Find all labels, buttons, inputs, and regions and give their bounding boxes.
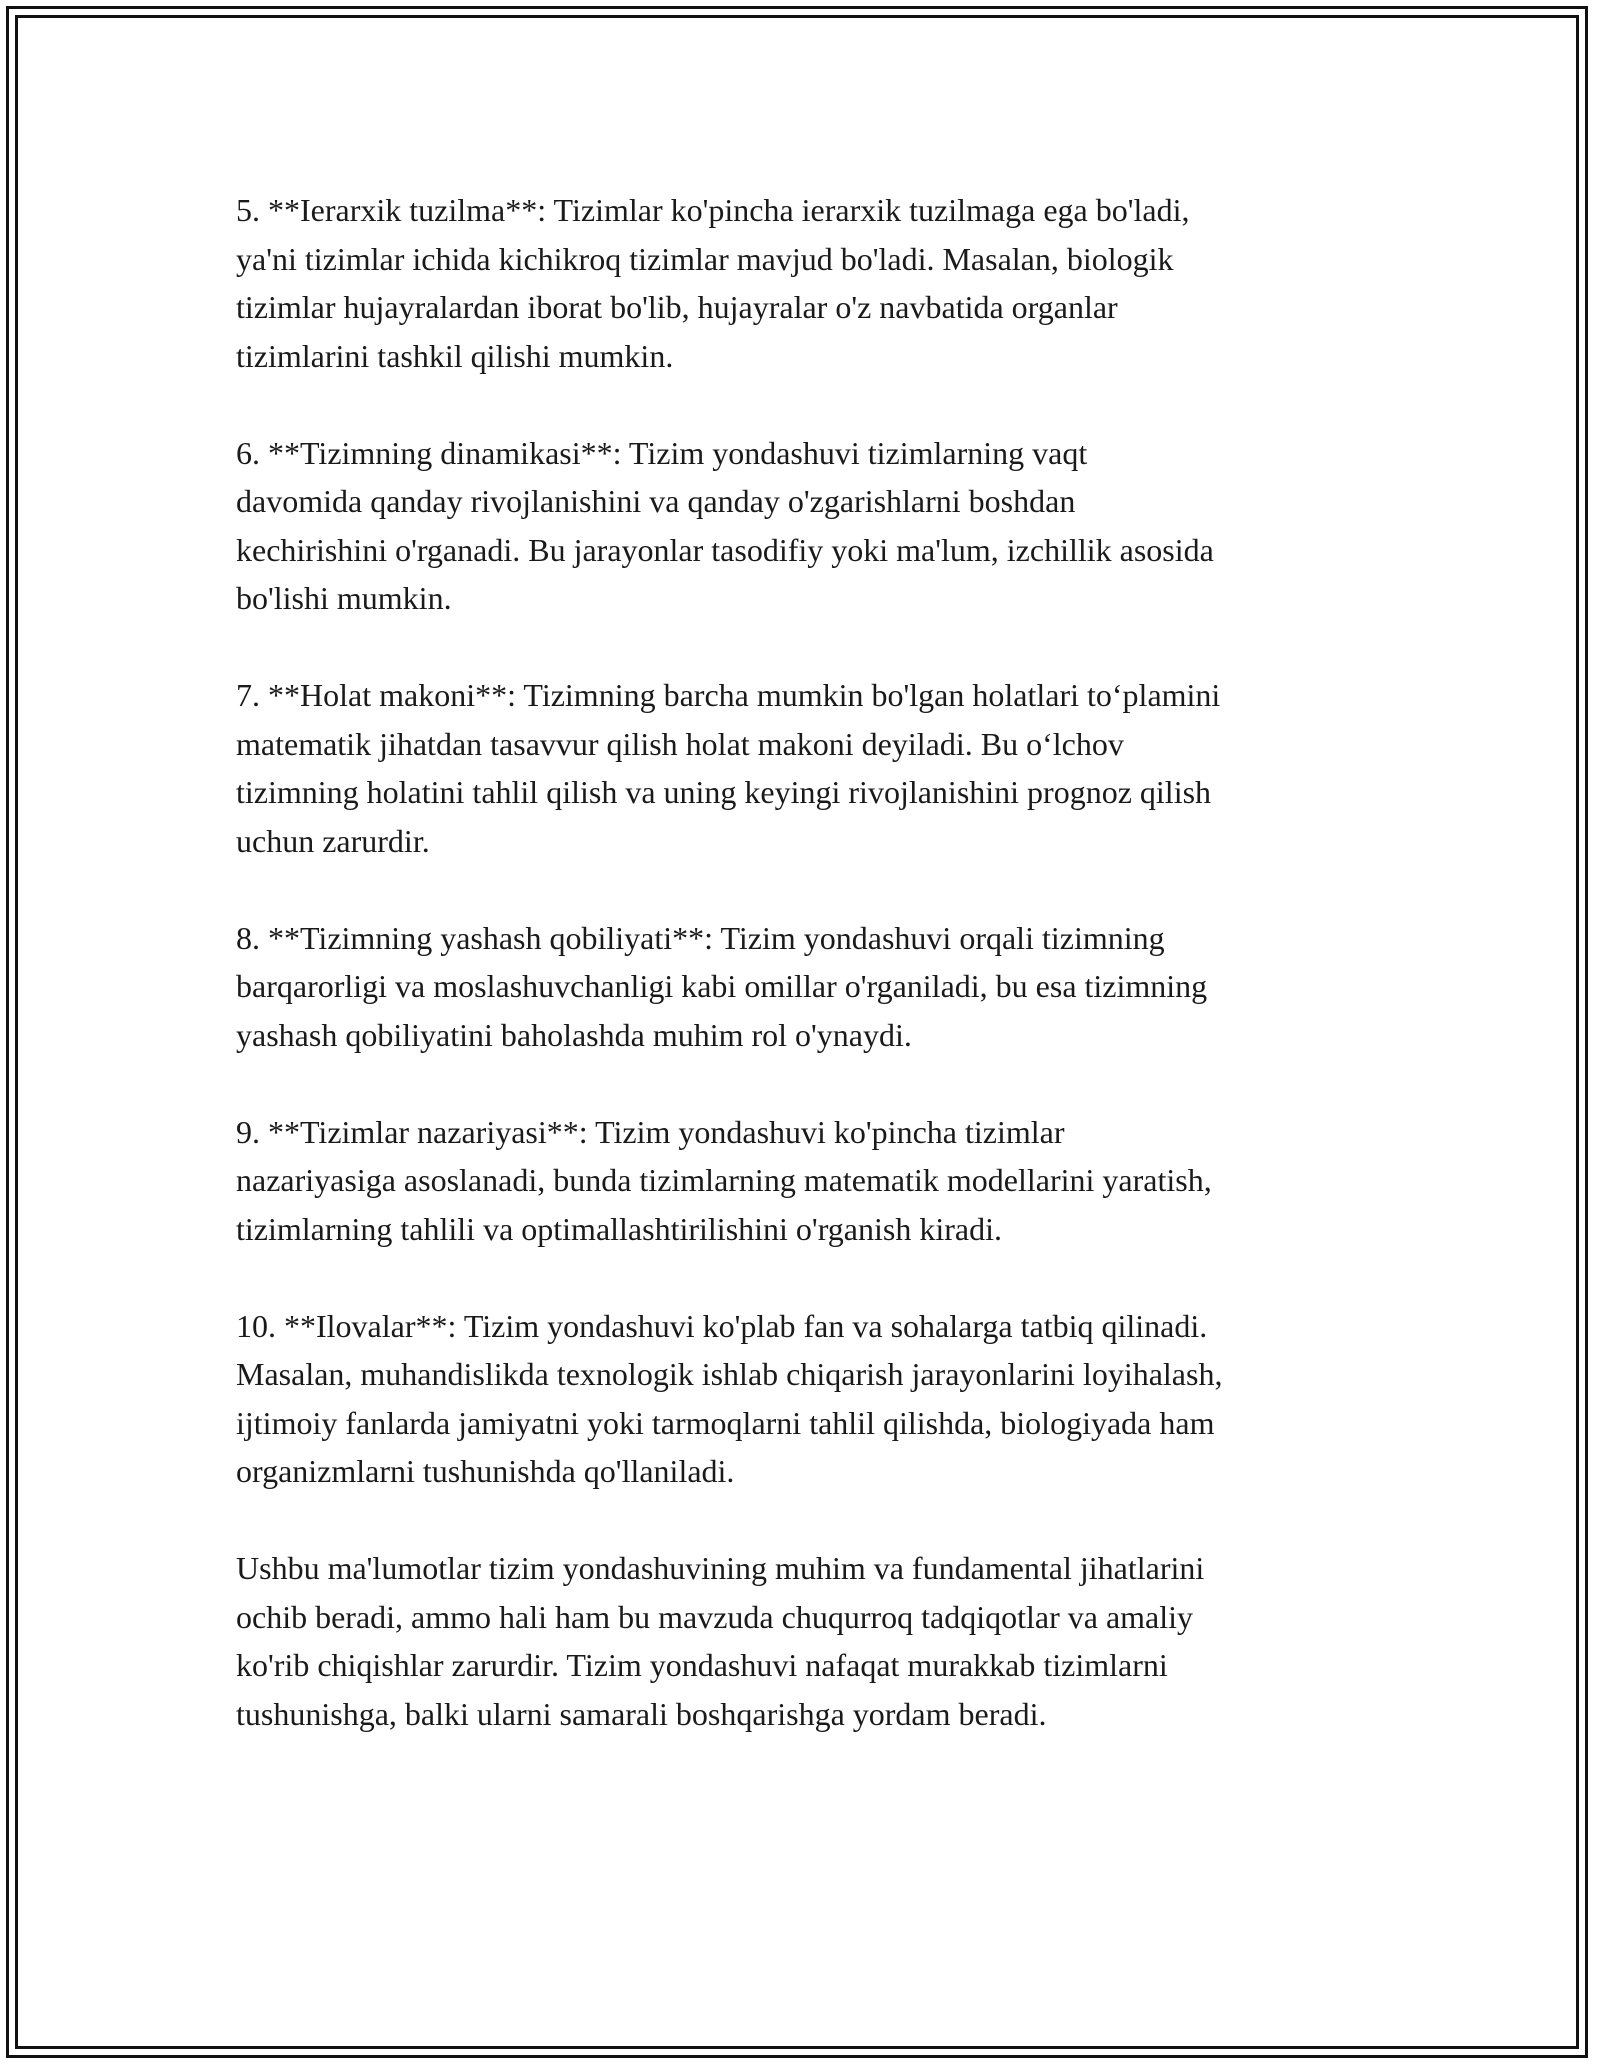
paragraph-item-7: 7. **Holat makoni**: Tizimning barcha mumkin bo'lgan holatlari to‘plamini matematik jihatdan tasavvur qilish holat makoni deyiladi. Bu o‘lchov tizimning holatini tahlil qilish va uning keyingi rivojlanishini prognoz qilish uchun zarurdir. xyxy=(236,677,1221,859)
paragraph-item-5: 5. **Ierarxik tuzilma**: Tizimlar ko'pincha ierarxik tuzilmaga ega bo'ladi, ya'ni tizimlar ichida kichikroq tizimlar mavjud bo'ladi. Masalan, biologik tizimlar hujayralardan iborat bo'lib, hujayralar o'z navbatida organlar tizimlarini tashkil qilishi mumkin. xyxy=(236,192,1190,374)
paragraph-item-9: 9. **Tizimlar nazariyasi**: Tizim yondashuvi ko'pincha tizimlar nazariyasiga asoslanadi, bunda tizimlarning matematik modellarini yaratish, tizimlarning tahlili va optimallashtirilishini o'rganish kiradi. xyxy=(236,1113,1212,1247)
paragraph-item-10: 10. **Ilovalar**: Tizim yondashuvi ko'plab fan va sohalarga tatbiq qilinadi. Masalan, muhandislikda texnologik ishlab chiqarish jarayonlarini loyihalash, ijtimoiy fanlarda jamiyatni yoki tarmoqlarni tahlil qilishda, biologiyada ham organizmlarni tushunishda qo'llaniladi. xyxy=(236,1307,1223,1489)
paragraph-item-8: 8. **Tizimning yashash qobiliyati**: Tizim yondashuvi orqali tizimning barqarorligi va moslashuvchanligi kabi omillar o'rganiladi, bu esa tizimning yashash qobiliyatini baholashda muhim rol o'ynaydi. xyxy=(236,919,1208,1053)
conclusion-paragraph: Ushbu ma'lumotlar tizim yondashuvining muhim va fundamental jihatlarini ochib beradi, ammo hali ham bu mavzuda chuqurroq tadqiqotlar va amaliy ko'rib chiqishlar zarurdir. Tizim yondashuvi nafaqat murakkab tizimlarni tushunishga, balki ularni samarali boshqarishga yordam beradi. xyxy=(236,1550,1205,1732)
document-body xyxy=(236,186,1376,1787)
paragraph-item-6: 6. **Tizimning dinamikasi**: Tizim yondashuvi tizimlarning vaqt davomida qanday rivojlanishini va qanday o'zgarishlarni boshdan kechirishini o'rganadi. Bu jarayonlar tasodifiy yoki ma'lum, izchillik asosida bo'lishi mumkin. xyxy=(236,434,1214,616)
